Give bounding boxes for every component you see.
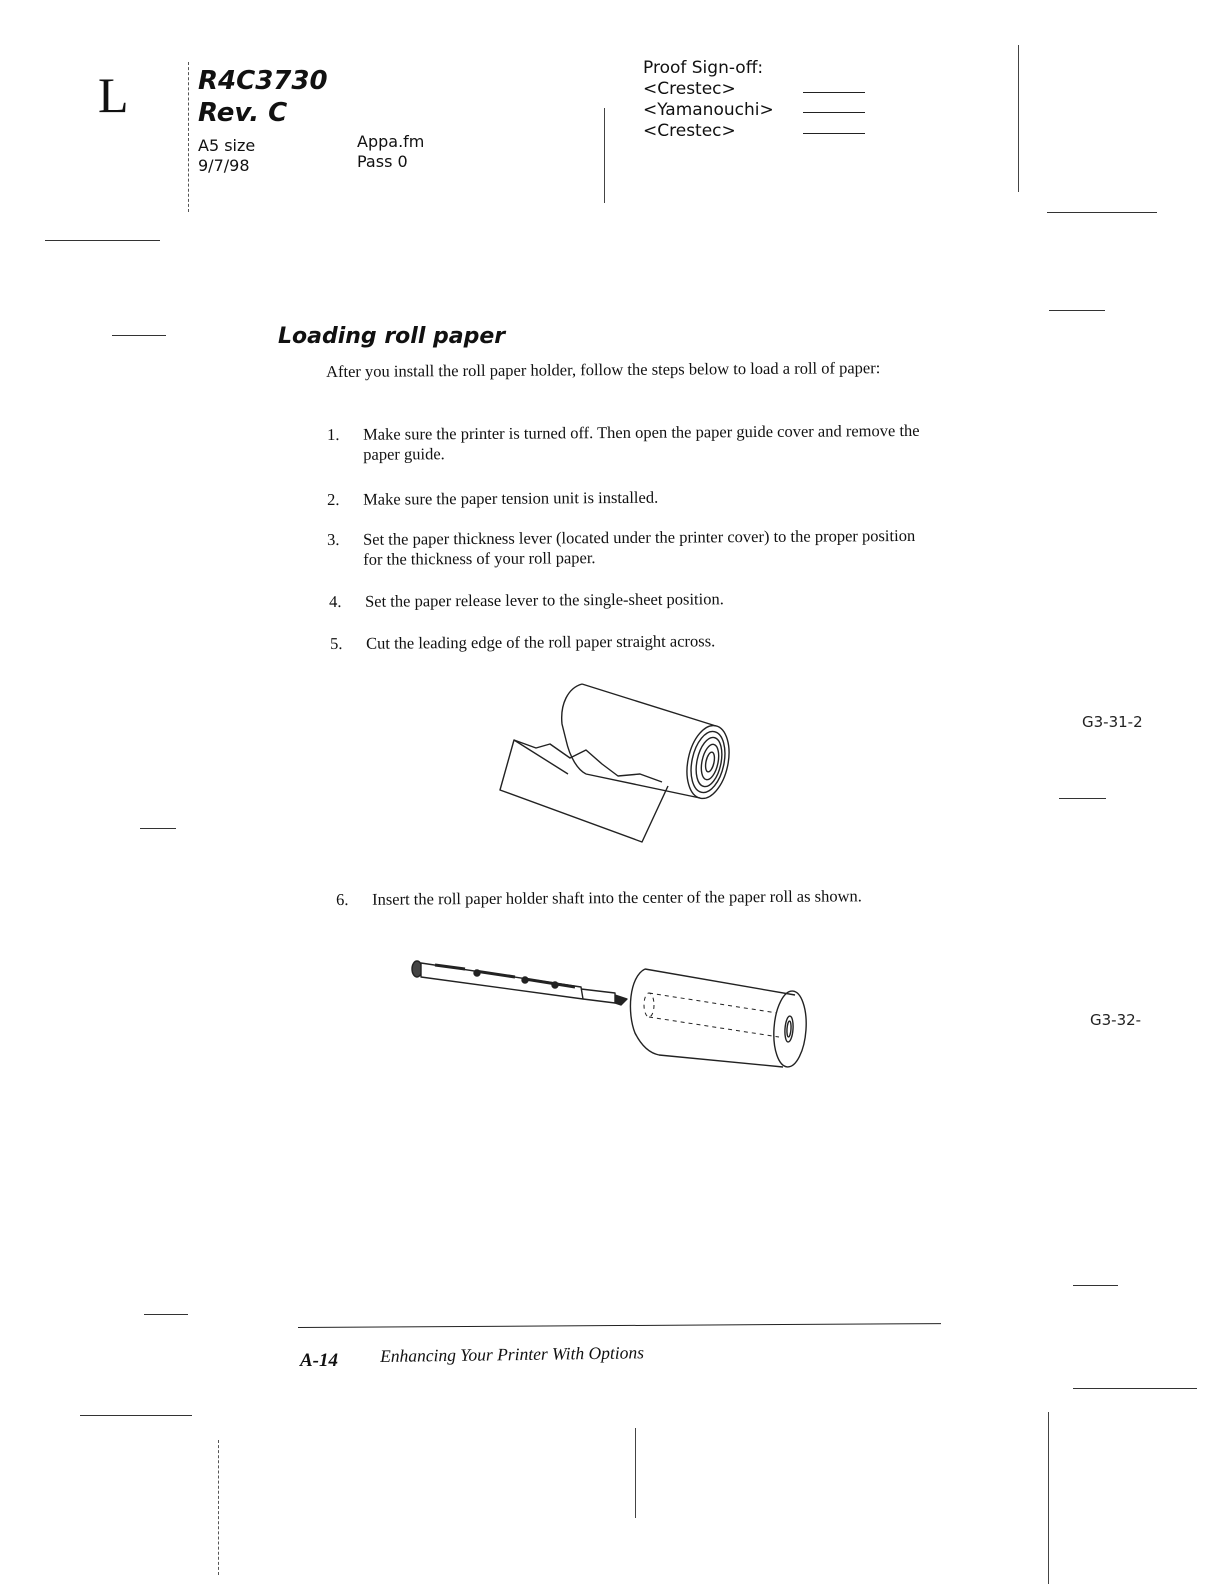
list-item [327,526,927,574]
header-divider [604,108,605,203]
step-number: 4. [329,591,342,611]
page-number: A-14 [300,1350,338,1371]
footer-rule [298,1323,941,1328]
figure-code: G3-32- [1090,1011,1142,1029]
header-divider [188,62,189,212]
crop-mark [1073,1285,1118,1286]
list-item [327,486,927,512]
figure-code: G3-31-2 [1082,713,1143,731]
crop-mark [140,828,176,829]
holder-shaft-illustration [405,955,817,1075]
crop-mark [1049,310,1105,311]
crop-mark [1048,1412,1049,1584]
file-name: Appa.fm [357,132,425,151]
crop-mark [1018,45,1019,192]
step-text: Make sure the printer is turned off. Then open the paper guide cover and remove the paper guide. [362,420,920,464]
section-title: Loading roll paper [278,324,506,349]
step-number: 3. [327,529,340,549]
step-number: 2. [327,489,340,509]
document-code: R4C3730 [198,66,328,96]
chapter-title: Enhancing Your Printer With Options [380,1342,645,1366]
step-number: 1. [327,424,340,444]
list-item [330,630,930,656]
list-item [327,421,927,469]
signature-line [803,112,865,113]
pass-number: Pass 0 [357,152,408,171]
step-text: Cut the leading edge of the roll paper straight across. [365,631,716,653]
crop-mark [1047,212,1157,213]
page-side-letter: L [98,67,129,123]
proof-title: Proof Sign-off: [643,58,764,78]
crop-mark [80,1415,192,1416]
crop-mark [635,1428,636,1518]
proof-signer: <Crestec> [643,121,736,141]
step-text: Make sure the paper tension unit is installed. [362,487,659,509]
signature-line [803,133,865,134]
document-date: 9/7/98 [198,156,250,175]
step-number: 6. [336,889,349,909]
proof-signoff [643,58,774,142]
list-item [336,886,956,912]
step-text: Insert the roll paper holder shaft into the center of the paper roll as shown. [371,886,862,909]
proof-signer: <Yamanouchi> [643,100,774,120]
proof-signer: <Crestec> [643,79,736,99]
crop-mark [112,335,166,336]
step-text: Set the paper release lever to the single-sheet position. [364,589,724,611]
crop-mark [1073,1388,1197,1389]
step-number: 5. [330,633,343,653]
crop-mark [144,1314,188,1315]
list-item [329,588,929,614]
signature-line [803,92,865,93]
intro-paragraph: After you install the roll paper holder, follow the steps below to load a roll of paper: [326,358,881,381]
crop-mark [45,240,160,241]
crop-mark [218,1440,219,1575]
step-text: Set the paper thickness lever (located under the printer cover) to the proper position for the thickness of your roll paper. [362,525,916,569]
paper-size: A5 size [198,136,256,155]
document-revision: Rev. C [198,98,288,128]
roll-paper-illustration [490,678,740,848]
crop-mark [1059,798,1106,799]
